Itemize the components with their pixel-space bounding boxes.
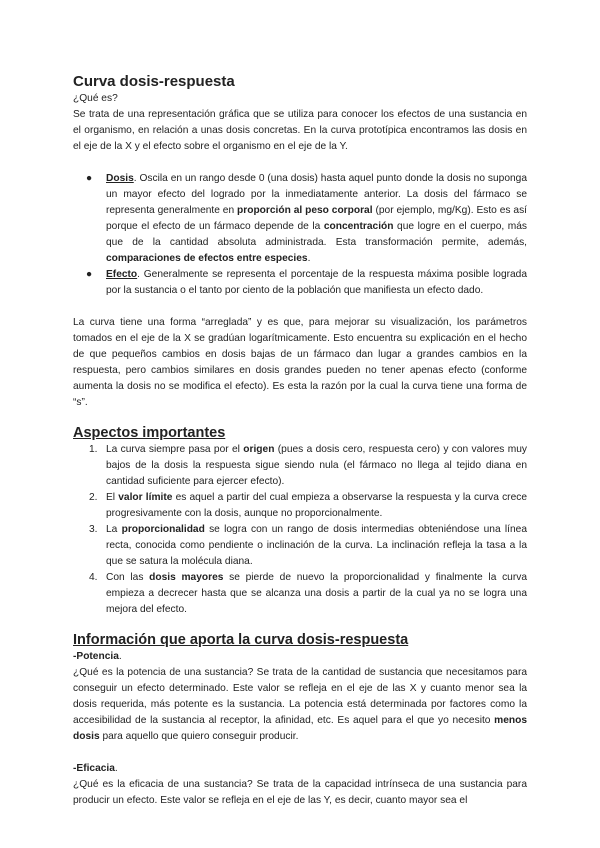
bold-dosis-mayores: dosis mayores: [149, 572, 224, 583]
info-heading: Información que aporta la curva dosis-respuesta: [73, 632, 409, 648]
term-dosis: Dosis: [106, 173, 134, 184]
potencia-paragraph: ¿Qué es la potencia de una sustancia? Se trata de la cantidad de sustancia que necesitamos para conseguir un efecto determinado. Este valor se refleja en el eje de las X y cuanto menor sea la dosis requerida, más potente es la sustancia. La potencia está determinada por factores como la accesibilidad de la sustancia al receptor, la afinidad, etc. Es aquel para el que yo necesito menos dosis para aquello que quiero conseguir producir.: [73, 667, 527, 742]
aspect-item-3: 3. La proporcionalidad se logra con un rango de dosis intermedias obteniéndose una línea recta, conocida como pendiente o inclinación de la curva. La inclinación refleja la tasa a la que se satura la molécula diana.: [89, 524, 527, 567]
intro-question: ¿Qué es?: [73, 93, 118, 104]
list-item-efecto: ● Efecto. Generalmente se representa el porcentaje de la respuesta máxima posible lograda por la sustancia o el tanto por ciento de la población que manifiesta un efecto dado.: [86, 269, 527, 296]
bold-origen: origen: [243, 444, 275, 455]
page-title: Curva dosis-respuesta: [73, 73, 235, 90]
document-page: [73, 73, 527, 809]
bold-peso-corporal: proporción al peso corporal: [237, 205, 373, 216]
aspects-list: [73, 442, 527, 618]
aspect-item-4: 4. Con las dosis mayores se pierde de nuevo la proporcionalidad y finalmente la curva empieza a decrecer hasta que se alcanza una dosis a partir de la cual ya no se logra una mejora del efecto.: [89, 572, 527, 615]
bold-concentracion: concentración: [323, 221, 394, 232]
aspects-heading: Aspectos importantes: [73, 425, 226, 441]
bold-comparaciones: comparaciones de efectos entre especies: [106, 253, 308, 264]
bullet-icon: ●: [86, 173, 93, 184]
curve-paragraph: La curva tiene una forma “arreglada” y es que, para mejorar su visualización, los parámetros tomados en el eje de la X se gradúan logarítmicamente. Esto encuentra su explicación en el hecho de que pequeños cambios en dosis bajas de un fármaco dan lugar a grandes cambios en la respuesta, pero cambios similares en dosis grandes pueden no tener apenas efecto (conforme aumenta la dosis no se modifica el efecto). Es esta la razón por la cual la curva tiene una forma de “s”.: [73, 317, 527, 408]
eficacia-label: -Eficacia.: [73, 763, 118, 774]
potencia-label: -Potencia.: [73, 651, 122, 662]
eficacia-paragraph: ¿Qué es la eficacia de una sustancia? Se trata de la capacidad intrínseca de una sustancia para producir un efecto. Este valor se refleja en el eje de las Y, es decir, cuanto mayor sea el: [73, 779, 527, 806]
intro-paragraph: Se trata de una representación gráfica que se utiliza para conocer los efectos de una sustancia en el organismo, en relación a unas dosis concretas. En la curva prototípica encontramos las dosis en el eje de la X y el efecto sobre el organismo en el eje de la Y.: [73, 109, 527, 152]
term-efecto: Efecto: [106, 269, 138, 280]
bold-proporcionalidad: proporcionalidad: [121, 524, 205, 535]
aspect-item-2: 2. El valor límite es aquel a partir del cual empieza a observarse la respuesta y la curva crece progresivamente con la dosis, aunque no proporcionalmente.: [89, 492, 528, 519]
definitions-list: [73, 171, 527, 299]
bold-valor-limite: valor límite: [118, 492, 173, 503]
aspect-item-1: 1. La curva siempre pasa por el origen (pues a dosis cero, respuesta cero) y con valores muy bajos de la dosis la respuesta sigue siendo nula (el fármaco no llega al tejido diana en cantidad suficiente para ejercer efecto).: [89, 444, 527, 487]
list-item-dosis: ● Dosis. Oscila en un rango desde 0 (una dosis) hasta aquel punto donde la dosis no suponga un mayor efecto del logrado por la inmediatamente anterior. La dosis del fármaco se representa generalmente en proporción al peso corporal (por ejemplo, mg/Kg). Esto es así porque el efecto de un fármaco depende de la concentración que logre en el cuerpo, más que de la cantidad absoluta administrada. Esta transformación permite, además, comparaciones de efectos entre especies.: [86, 173, 527, 264]
bullet-icon: ●: [86, 269, 93, 280]
bold-menos-dosis: menos dosis: [73, 715, 527, 742]
